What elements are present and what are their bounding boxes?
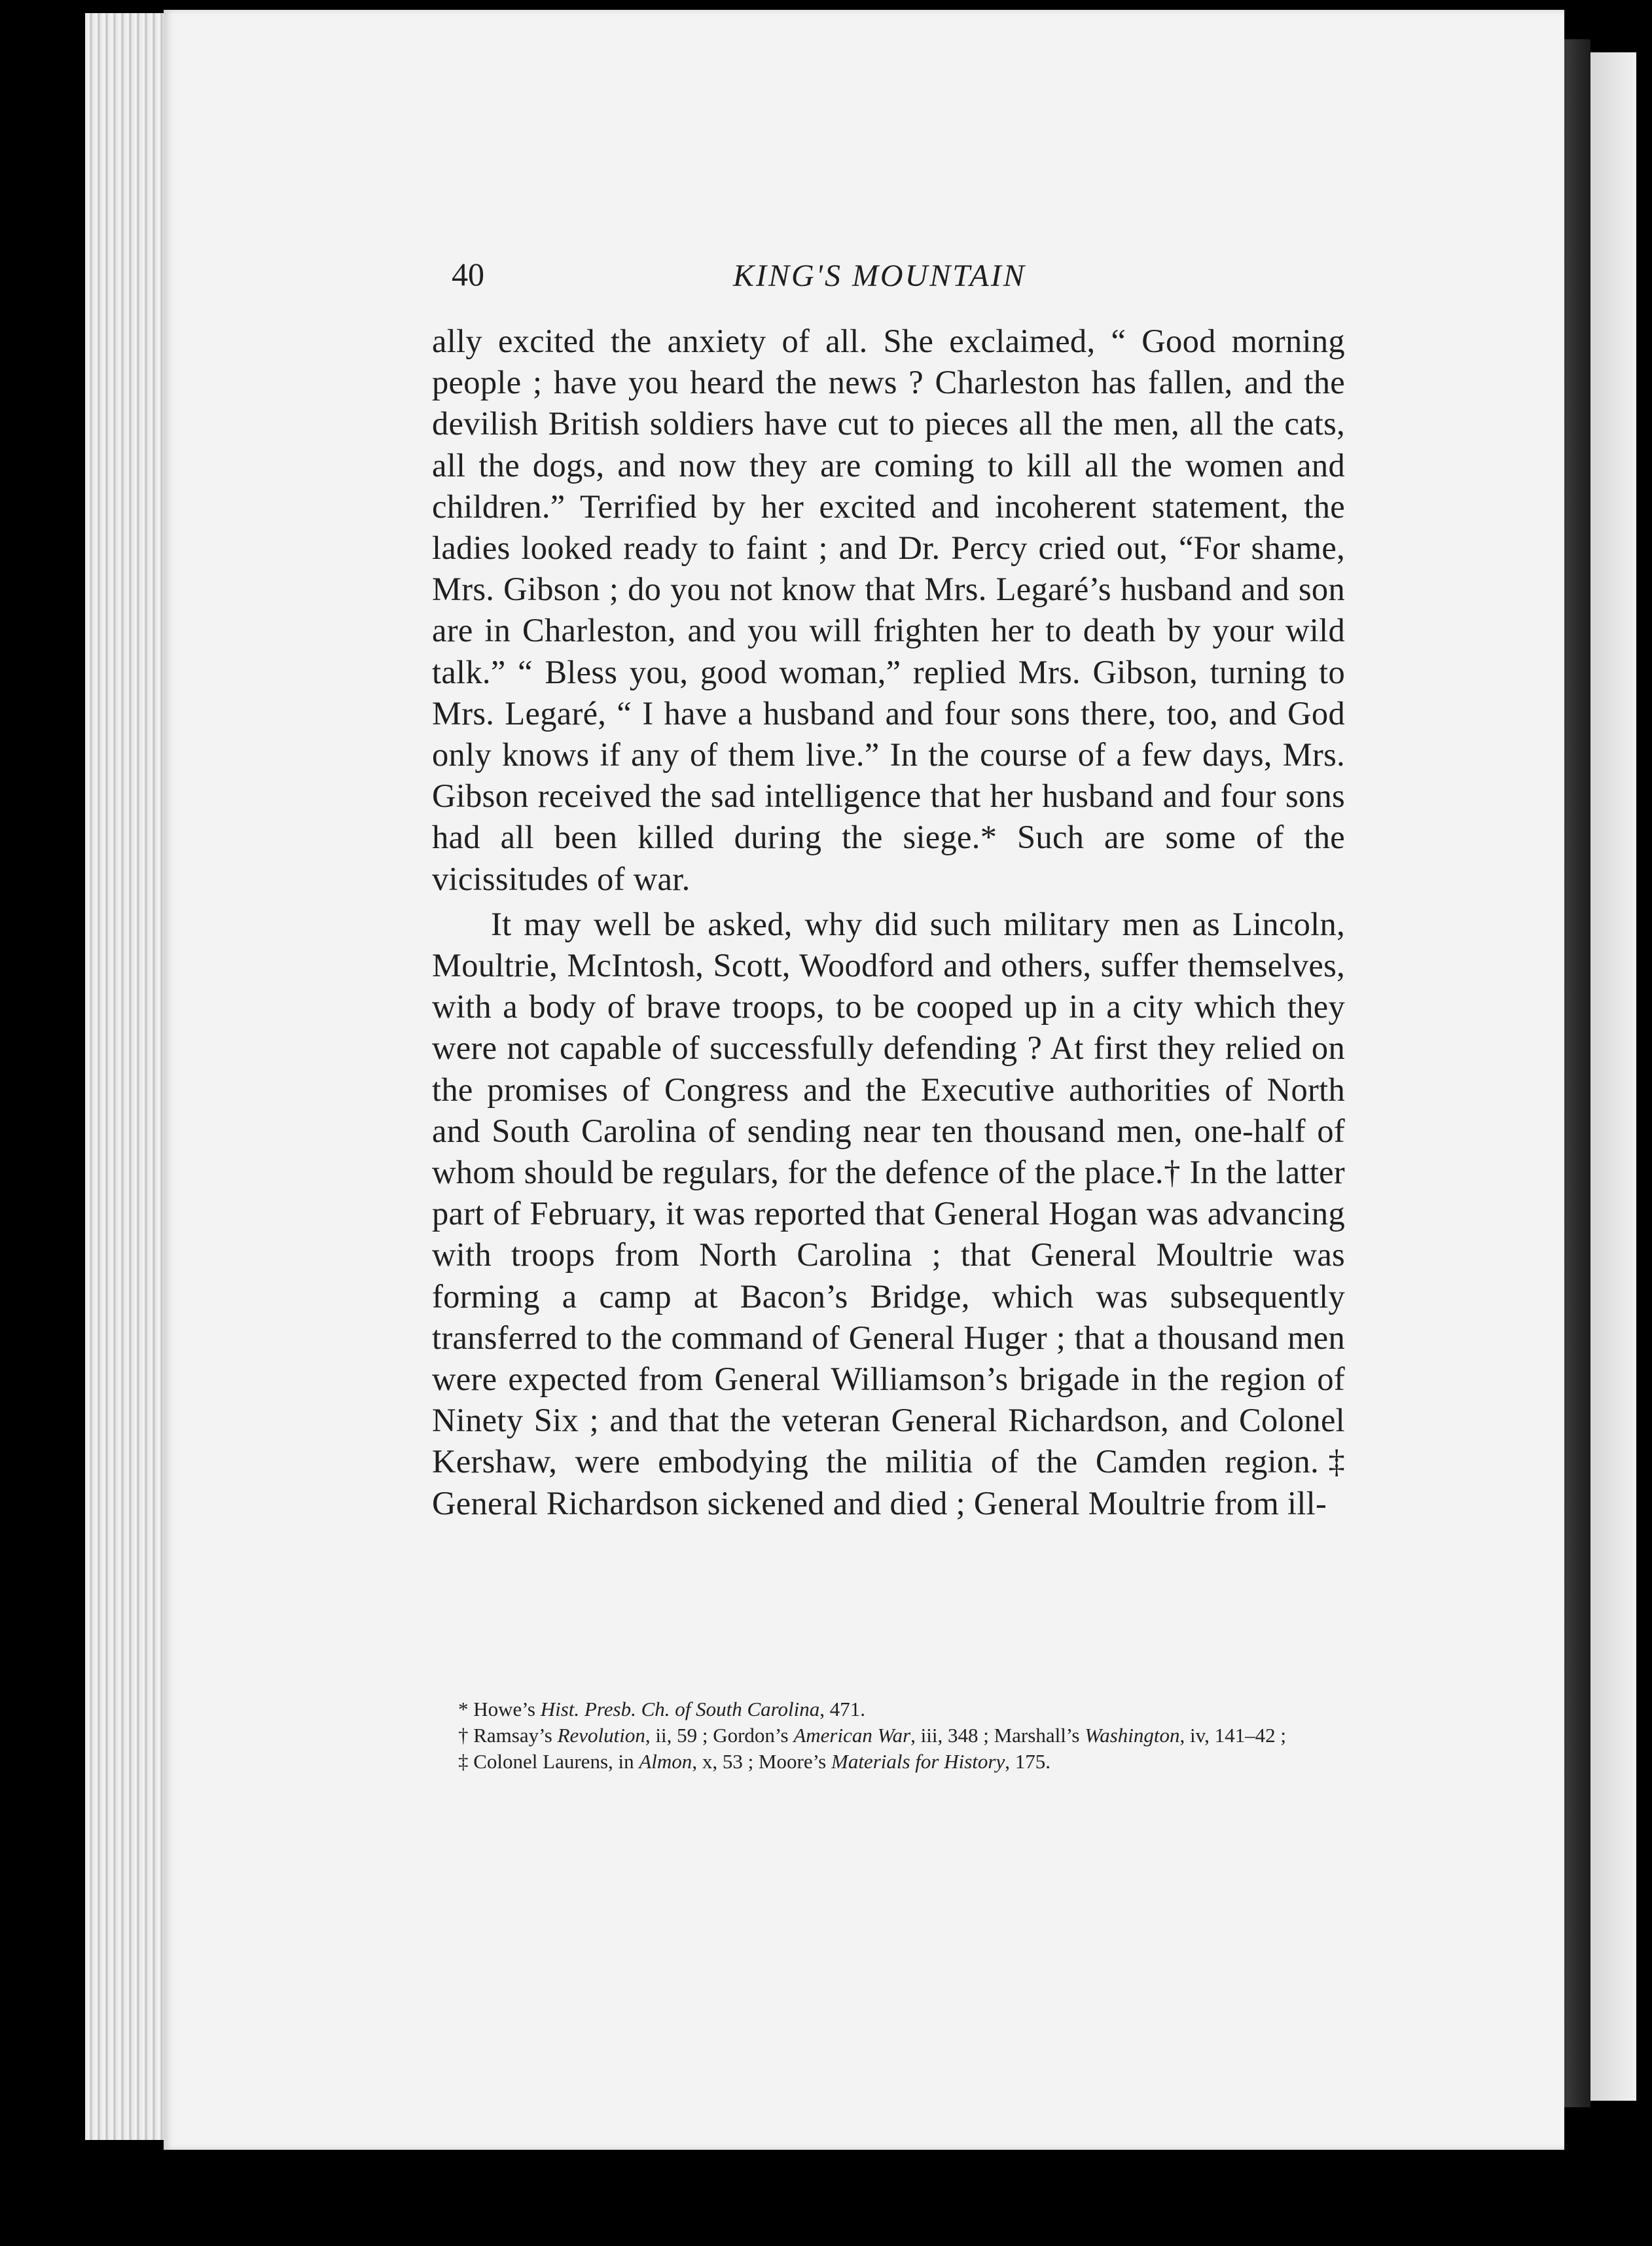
body-text	[432, 321, 1345, 1524]
footnote-text: , iv, 141–42 ;	[1179, 1724, 1286, 1747]
paragraph-1: ally excited the anxiety of all. She exclaimed, “ Good morning people ; have you heard the news ? Charleston has fallen, and the devilish British soldiers have cut to pieces all the men, all the cats, all the dogs, and now they are coming to kill all the women and children.” Terrified by her excited and incoherent statement, the ladies looked ready to faint ; and Dr. Percy cried out, “For shame, Mrs. Gibson ; do you not know that Mrs. Legaré’s husband and son are in Charleston, and you will frighten her to death by your wild talk.” “ Bless you, good woman,” replied Mrs. Gibson, turning to Mrs. Legaré, “ I have a husband and four sons there, too, and God only knows if any of them live.” In the course of a few days, Mrs. Gibson received the sad intelligence that her husband and four sons had all been killed during the siege.* Such are some of the vicissitudes of war.	[432, 323, 1345, 897]
page-number: 40	[452, 256, 484, 293]
scan-bottom-margin	[0, 2150, 1652, 2246]
running-title: KING'S MOUNTAIN	[733, 258, 1026, 293]
paragraph-2: It may well be asked, why did such military men as Lincoln, Moultrie, McIntosh, Scott, Woodford and others, suffer themselves, with a body of brave troops, to be cooped up in a city which they were not capable of successfully defending ? At first they relied on the promises of Congress and the Executive authorities of North and South Carolina of sending near ten thousand men, one-half of whom should be regulars, for the defence of the place.† In the latter part of February, it was reported that General Hogan was advancing with troops from North Carolina ; that General Moultrie was forming a camp at Bacon’s Bridge, which was subsequently transferred to the command of General Huger ; that a thousand men were expected from General Williamson’s brigade in the region of Ninety Six ; and that the veteran General Richardson, and Colonel Kershaw, were embodying the militia of the Camden region.‡ General Richardson sickened and died ; General Moultrie from ill-	[432, 905, 1345, 1522]
running-head	[452, 255, 1368, 301]
facing-page-edge	[1590, 52, 1636, 2101]
footnote-2	[419, 1722, 1335, 1749]
footnote-title: Materials for History	[831, 1750, 1005, 1773]
footnote-text: , x, 53 ; Moore’s	[692, 1750, 831, 1773]
footnote-3	[419, 1749, 1335, 1775]
footnote-text: * Howe’s	[458, 1698, 541, 1720]
footnote-text: , ii, 59 ; Gordon’s	[645, 1724, 794, 1747]
footnote-title: Hist. Presb. Ch. of South Carolina	[540, 1698, 820, 1720]
footnote-title: Washington	[1085, 1724, 1180, 1747]
footnotes	[419, 1696, 1335, 1775]
footnote-title: Revolution	[557, 1724, 645, 1747]
footnote-1	[419, 1696, 1335, 1722]
footnote-title: Almon	[639, 1750, 692, 1773]
footnote-text: ‡ Colonel Laurens, in	[458, 1750, 639, 1773]
footnote-title: American War	[793, 1724, 911, 1747]
footnote-text: , iii, 348 ; Marshall’s	[910, 1724, 1085, 1747]
footnote-text: , 175.	[1005, 1750, 1050, 1773]
footnote-text: † Ramsay’s	[458, 1724, 558, 1747]
footnote-text: , 471.	[819, 1698, 866, 1720]
